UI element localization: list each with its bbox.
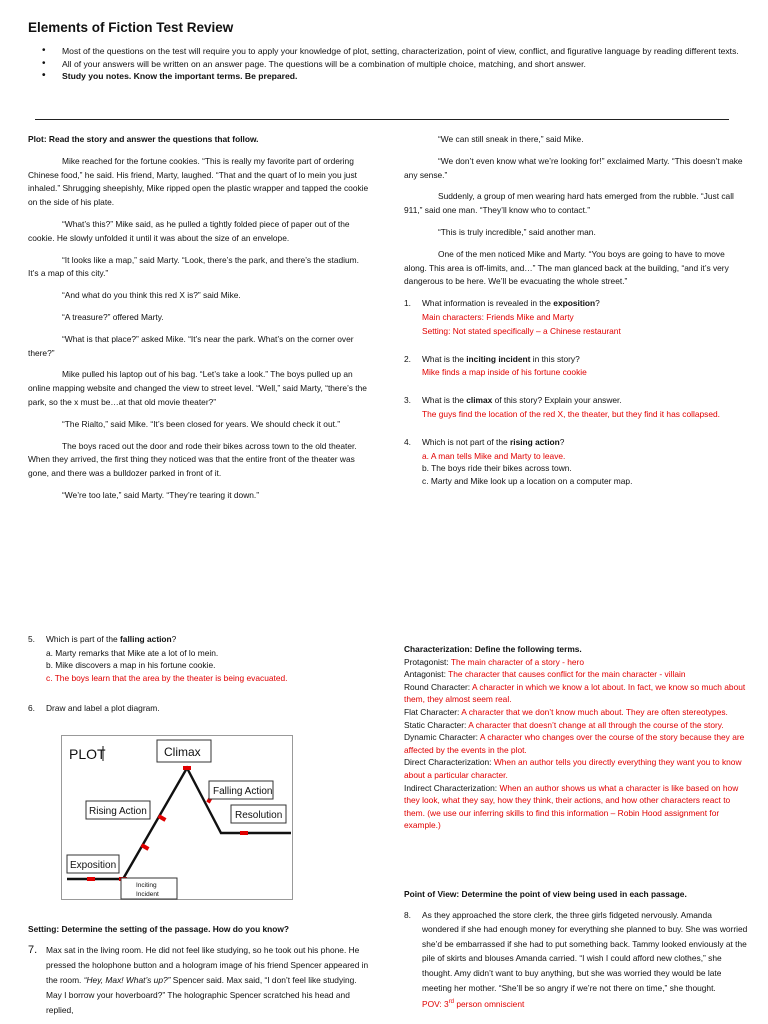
story-paragraph: “This is truly incredible,” said another man. <box>438 226 596 237</box>
answer-text: Main characters: Friends Mike and Marty <box>422 311 574 322</box>
answer-option: c. Marty and Mike look up a location on a computer map. <box>422 475 633 486</box>
story-paragraph: Suddenly, a group of men wearing hard hats emerged from the rubble. “Just call 911,” said one man. “They’ll know who to contact.” <box>404 191 734 216</box>
pov-heading: Point of View: Determine the point of view being used in each passage. <box>404 889 687 899</box>
marker-exposition <box>87 877 95 881</box>
term-flat-character: Flat Character: A character that we don’t know much about. They are often stereotypes. <box>404 706 728 717</box>
inciting-label-2: Incident <box>136 891 159 898</box>
question-4: 4. Which is not part of the rising action? <box>404 436 565 447</box>
plot-diagram <box>61 735 293 900</box>
exposition-label: Exposition <box>70 860 117 871</box>
term-round-character: Round Character: A character in which we know a lot about. In fact, we know so much about them, they almost seem real. <box>404 681 746 705</box>
resolution-label: Resolution <box>235 810 283 821</box>
intro-bullet: • Study you notes. Know the important terms. Be prepared. <box>38 70 748 83</box>
story-paragraph: Mike pulled his laptop out of his bag. “Let’s take a look.” The boys pulled up an online mapping website and changed the view to street level. “Well,” said Marty, “there’s the park, so the x must be…at that old movie theater?” <box>28 369 367 407</box>
questions-5-6 <box>28 633 371 716</box>
question-3: 3. What is the climax of this story? Explain your answer. <box>404 395 622 406</box>
story-paragraph: One of the men noticed Mike and Marty. “You boys are going to have to move along. This area is off-limits, and…” The man glanced back at the building, “and it’s very dangerous to be here. We’ll be evacuating the whole street.” <box>404 248 729 287</box>
story-paragraph: “We don’t even know what we’re looking for!” exclaimed Marty. “This doesn’t make any sense.” <box>404 155 743 180</box>
story-paragraph: “What is that place?” asked Mike. “It’s near the park. What’s on the corner over there?” <box>28 333 354 358</box>
characterization-section <box>404 643 749 832</box>
intro-bullet: • Most of the questions on the test will require you to apply your knowledge of plot, setting, characterization, point of view, conflict, and figurative language by reading different texts. <box>38 45 748 58</box>
characterization-heading: Characterization: Define the following terms. <box>404 644 582 654</box>
falling-label: Falling Action <box>213 786 273 797</box>
setting-heading: Setting: Determine the setting of the passage. How do you know? <box>28 924 290 934</box>
term-static-character: Static Character: A character that doesn’t change at all through the course of the story. <box>404 719 724 730</box>
term-protagonist: Protagonist: The main character of a story - hero <box>404 656 584 667</box>
question-2: 2. What is the inciting incident in this story? <box>404 353 580 364</box>
diagram-title: PLOT <box>69 746 106 762</box>
plot-heading: Plot: Read the story and answer the questions that follow. <box>28 134 259 144</box>
inciting-label-1: Inciting <box>136 882 157 889</box>
page-title: Elements of Fiction Test Review <box>28 20 234 35</box>
plot-story-left <box>28 133 371 503</box>
story-paragraph: “The Rialto,” said Mike. “It’s been closed for years. We should check it out.” <box>62 418 341 429</box>
question-8: 8. As they approached the store clerk, the three girls fidgeted nervously. Amanda wondered if she had enough money for everything she planned to buy. She was worried she’d be embarrassed if she had to put something back. Tammy looked enviously at the pile of skirts and blouses Amanda carried. “I wish I could afford new clothes,” she thought. Amy didn’t want to buy anything, but she was worried they would be late meeting her mother. “She’ll be so angry if we’re not there on time,” she thought. <box>404 909 748 993</box>
answer-text: Setting: Not stated specifically – a Chinese restaurant <box>422 325 621 336</box>
question-5: 5. Which is part of the falling action? <box>28 634 177 644</box>
answer-option: b. The boys ride their bikes across town. <box>422 463 572 474</box>
divider-line <box>35 119 729 120</box>
setting-section <box>28 922 371 1018</box>
term-direct-characterization: Direct Characterization: When an author tells you directly everything they want you to know about a particular character. <box>404 757 742 780</box>
answer-text: Mike finds a map inside of his fortune cookie <box>422 367 587 378</box>
term-indirect-characterization: Indirect Characterization: When an author shows us what a character is like based on how they look, what they say, how they think, their actions, and how other characters react to them. (we use our inferring skills to find this information – Robin Hood assignment for example.) <box>404 782 739 831</box>
story-paragraph: “It looks like a map,” said Marty. “Look, there’s the park, and there’s the stadium. It’s a map of this city.” <box>28 254 359 279</box>
climax-label: Climax <box>164 745 201 759</box>
pov-answer: POV: 3rd person omniscient <box>422 998 525 1009</box>
answer-option: c. The boys learn that the area by the theater is being evacuated. <box>46 672 288 683</box>
plot-diagram-svg <box>61 735 293 900</box>
pov-section <box>404 887 749 1012</box>
story-paragraph: “A treasure?” offered Marty. <box>62 311 164 322</box>
term-antagonist: Antagonist: The character that causes conflict for the main character - villain <box>404 669 686 680</box>
answer-option: a. A man tells Mike and Marty to leave. <box>422 450 566 461</box>
answer-text: The guys find the location of the red X, the theater, but they find it has collapsed. <box>422 408 720 419</box>
marker-resolution <box>240 831 248 835</box>
marker-climax <box>183 766 191 770</box>
term-dynamic-character: Dynamic Character: A character who changes over the course of the story because they are affected by the events in the plot. <box>404 732 745 755</box>
story-paragraph: The boys raced out the door and rode their bikes across town to the old theater. When they arrived, the first thing they noticed was that the entire front of the theater was gone, and there was a bulldozer parked in front of it. <box>28 440 357 479</box>
question-7: 7. Max sat in the living room. He did not feel like studying, so he took out his phone. He pressed the holophone button and a hologram image of his friend Spencer appeared in the room. “Hey, Max! What’s up?” Spencer said. Max said, “I don’t feel like studying. May I borrow your hoverboard?” The holographic Spencer scratched his head and replied, <box>28 944 369 1015</box>
answer-option: a. Marty remarks that Mike ate a lot of lo mein. <box>46 647 219 658</box>
story-paragraph: “What’s this?” Mike said, as he pulled a tightly folded piece of paper out of the cookie. He slowly unfolded it until it was about the size of an envelope. <box>28 218 350 243</box>
story-paragraph: “We can still sneak in there,” said Mike. <box>438 134 584 144</box>
question-1: 1. What information is revealed in the exposition? <box>404 298 600 309</box>
intro-bullets <box>38 45 748 83</box>
answer-option: b. Mike discovers a map in his fortune cookie. <box>46 660 216 671</box>
plot-story-right <box>404 133 749 487</box>
story-paragraph: “And what do you think this red X is?” said Mike. <box>62 290 241 301</box>
story-paragraph: “We’re too late,” said Marty. “They’re tearing it down.” <box>62 489 260 500</box>
rising-label: Rising Action <box>89 806 147 817</box>
intro-bullet: • All of your answers will be written on an answer page. The questions will be a combination of multiple choice, matching, and short answer. <box>38 58 748 71</box>
story-paragraph: Mike reached for the fortune cookies. “This is really my favorite part of ordering Chinese food,” he said. His friend, Marty, laughed. “That and the quart of lo mein you just inhaled.” Shrugging sheepishly, Mike ripped open the plastic wrapper and tapped the cookie on the side of his plate. <box>28 155 369 208</box>
question-6: 6. Draw and label a plot diagram. <box>28 703 160 714</box>
